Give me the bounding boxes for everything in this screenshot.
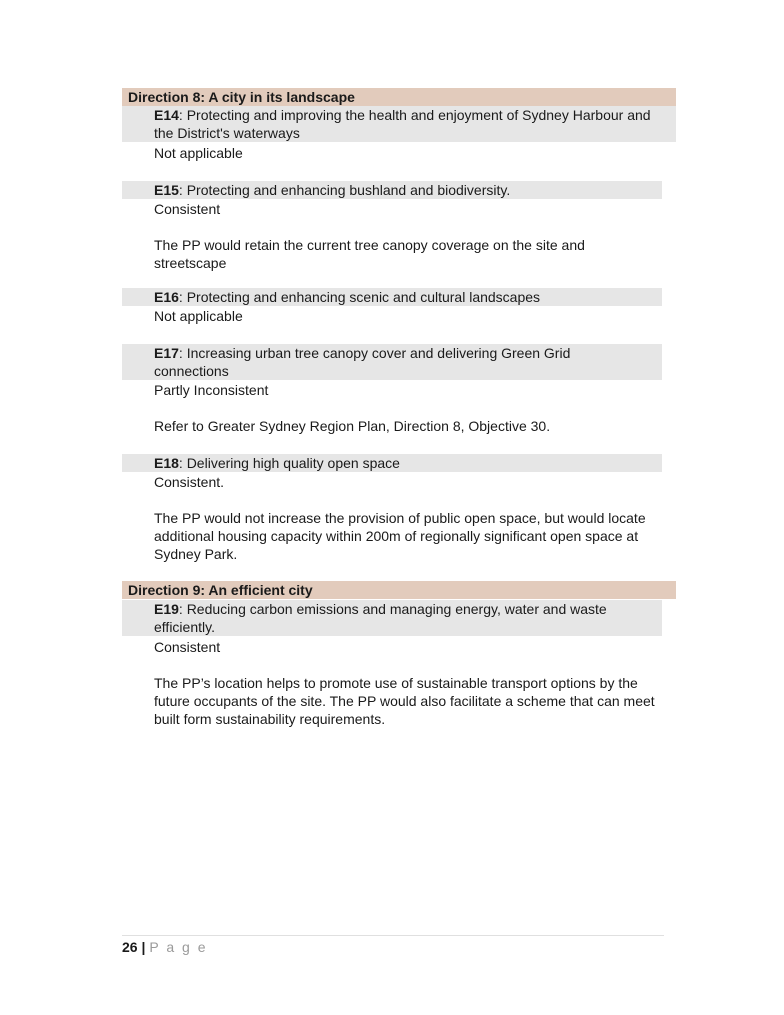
- objective-e17: [122, 344, 662, 380]
- objective-text: : Protecting and enhancing bushland and biodiversity.: [178, 182, 511, 198]
- e19-status: Consistent: [154, 639, 221, 655]
- objective-text: : Protecting and improving the health and enjoyment of Sydney Harbour and the District's waterways: [154, 107, 651, 141]
- e19-note: The PP’s location helps to promote use of sustainable transport options by the future occupants of the site. The PP would also facilitate a scheme that can meet built form sustainability requirements.: [154, 675, 655, 727]
- page-number: 26: [122, 939, 138, 955]
- e14-status: Not applicable: [154, 145, 243, 161]
- objective-e15: [122, 181, 662, 199]
- objective-e16: [122, 288, 662, 306]
- e15-note: The PP would retain the current tree canopy coverage on the site and streetscape: [154, 237, 585, 271]
- footer-separator: |: [141, 939, 146, 955]
- objective-code: E16: [154, 289, 179, 305]
- objective-e14: [122, 106, 676, 142]
- page-footer: [122, 938, 208, 956]
- direction-9-heading: Direction 9: An efficient city: [122, 581, 676, 599]
- objective-e19: [122, 600, 662, 636]
- objective-e18: [122, 454, 662, 472]
- direction-8-heading: Direction 8: A city in its landscape: [122, 88, 676, 106]
- e18-note: The PP would not increase the provision of public open space, but would locate additional housing capacity within 200m of regionally significant open space at Sydney Park.: [154, 510, 646, 562]
- e18-status: Consistent.: [154, 474, 225, 490]
- objective-code: E14: [154, 107, 179, 123]
- objective-text: : Increasing urban tree canopy cover and delivering Green Grid connections: [154, 345, 571, 379]
- e17-note: Refer to Greater Sydney Region Plan, Direction 8, Objective 30.: [154, 418, 551, 434]
- page-label: P a g e: [149, 939, 208, 955]
- objective-text: : Reducing carbon emissions and managing energy, water and waste efficiently.: [154, 601, 607, 635]
- e16-status: Not applicable: [154, 308, 243, 324]
- objective-code: E18: [154, 455, 179, 471]
- objective-code: E15: [154, 182, 179, 198]
- objective-code: E17: [154, 345, 179, 361]
- objective-text: : Protecting and enhancing scenic and cultural landscapes: [178, 289, 541, 305]
- objective-code: E19: [154, 601, 179, 617]
- objective-text: : Delivering high quality open space: [178, 455, 400, 471]
- e15-status: Consistent: [154, 201, 221, 217]
- e17-status: Partly Inconsistent: [154, 382, 269, 398]
- footer-divider: [122, 935, 664, 936]
